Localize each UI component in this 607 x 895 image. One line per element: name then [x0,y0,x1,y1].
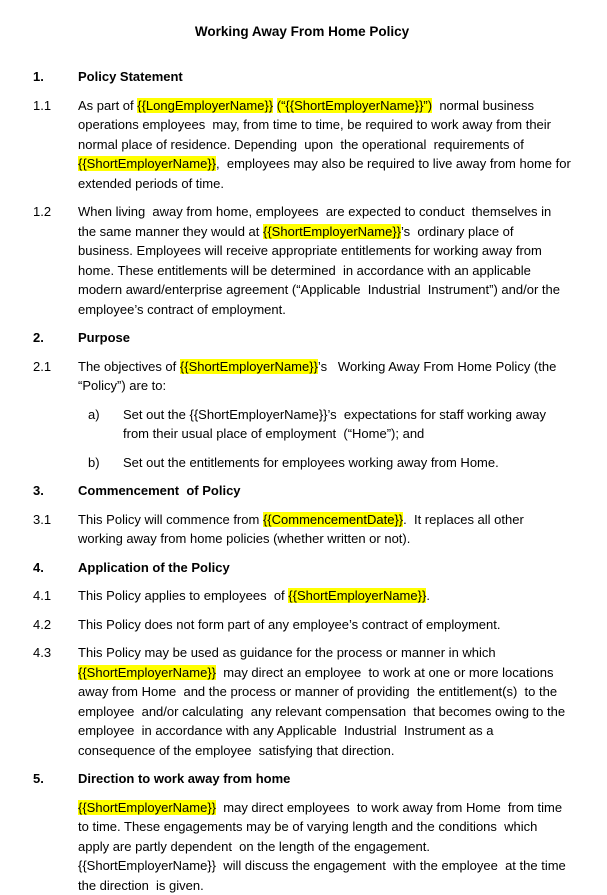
section-title: Application of the Policy [78,558,571,578]
clause [33,643,571,760]
clause [33,798,571,895]
text-run: ’s ordinary place of business. Employees will receive appropriate entitlements for working away from home. These entitlements will be determined in accordance with an applicable modern award/enterprise agreement (“Applicable Industrial Instrument”) and/or the employee’s contract of employment. [78,224,564,317]
section-heading [33,328,571,348]
section-heading [33,558,571,578]
section-title: Policy Statement [78,67,571,87]
clause-number: b) [88,453,123,473]
clause-text [123,405,571,444]
section-heading [33,481,571,501]
text-run: . [426,588,430,603]
clause-number: 4.3 [33,643,78,663]
text-run: When living away from home, employees are expected to conduct themselves in the same manner they would at [78,204,555,239]
text-run: This Policy will commence from [78,512,263,527]
text-run: ’s Working Away From Home Policy (the “Policy”) are to: [78,359,560,394]
template-placeholder: {{ShortEmployerName}} [180,359,318,374]
text-run: This Policy applies to employees of [78,588,288,603]
section-number: 3. [33,481,78,501]
text-run: As part of [78,98,137,113]
clause-number: 1.2 [33,202,78,222]
text-run: Set out the entitlements for employees working away from Home. [123,455,499,470]
clause [33,96,571,194]
clause-text [78,615,571,635]
section-number: 1. [33,67,78,87]
text-run: The objectives of [78,359,180,374]
section-title: Purpose [78,328,571,348]
text-run: may direct employees to work away from Home from time to time. These engagements may be of varying length and the conditions which apply are partly dependent on the length of the engagement. {{ShortEmployerName}} will discuss the engagement with the employee at the time the direction is given. [78,800,569,893]
text-run: may direct an employee to work at one or more locations away from Home and the process or manner of providing the entitlement(s) to the employee and/or calculating any relevant compensation that becomes owing to the employee in accordance with any Applicable Industrial Instrument as a consequence of the employee satisfying that direction. [78,665,569,758]
clause [33,510,571,549]
template-placeholder: {{ShortEmployerName}} [78,156,216,171]
template-placeholder: {{ShortEmployerName}} [288,588,426,603]
template-placeholder: {{ShortEmployerName}} [263,224,401,239]
clause [33,357,571,396]
clause [33,615,571,635]
clause-number: a) [88,405,123,425]
clause-text [78,202,571,319]
clause-text [123,453,571,473]
clause-text [78,357,571,396]
document-body [33,67,571,895]
clause-number: 3.1 [33,510,78,530]
clause-number: 4.1 [33,586,78,606]
clause-number: 1.1 [33,96,78,116]
text-run: This Policy does not form part of any employee’s contract of employment. [78,617,500,632]
section-heading [33,67,571,87]
text-run: . It replaces all other working away from home policies (whether written or not). [78,512,527,547]
template-placeholder: {{CommencementDate}} [263,512,403,527]
section-number: 2. [33,328,78,348]
clause-number: 4.2 [33,615,78,635]
template-placeholder: {{ShortEmployerName}} [78,800,216,815]
clause-text [78,643,571,760]
text-run: , employees may also be required to live away from home for extended periods of time. [78,156,574,191]
text-run: Set out the {{ShortEmployerName}}’s expectations for staff working away from their usual place of employment (“Home”); and [123,407,550,442]
section-heading [33,769,571,789]
text-run: This Policy may be used as guidance for the process or manner in which [78,645,499,660]
section-title: Direction to work away from home [78,769,571,789]
template-placeholder: {{ShortEmployerName}} [78,665,216,680]
section-number: 4. [33,558,78,578]
clause [33,453,571,473]
clause [33,202,571,319]
section-title: Commencement of Policy [78,481,571,501]
clause [33,405,571,444]
clause-text [78,798,571,895]
section-number: 5. [33,769,78,789]
clause-number: 2.1 [33,357,78,377]
clause-text [78,510,571,549]
template-placeholder: {{LongEmployerName}} [137,98,273,113]
clause-text [78,96,571,194]
clause-text [78,586,571,606]
text-run: normal business operations employees may, from time to time, be required to work away from their normal place of residence. Depending upon the operational requirements of [78,98,555,152]
template-placeholder: (“{{ShortEmployerName}}”) [277,98,432,113]
page-title: Working Away From Home Policy [33,22,571,41]
clause [33,586,571,606]
